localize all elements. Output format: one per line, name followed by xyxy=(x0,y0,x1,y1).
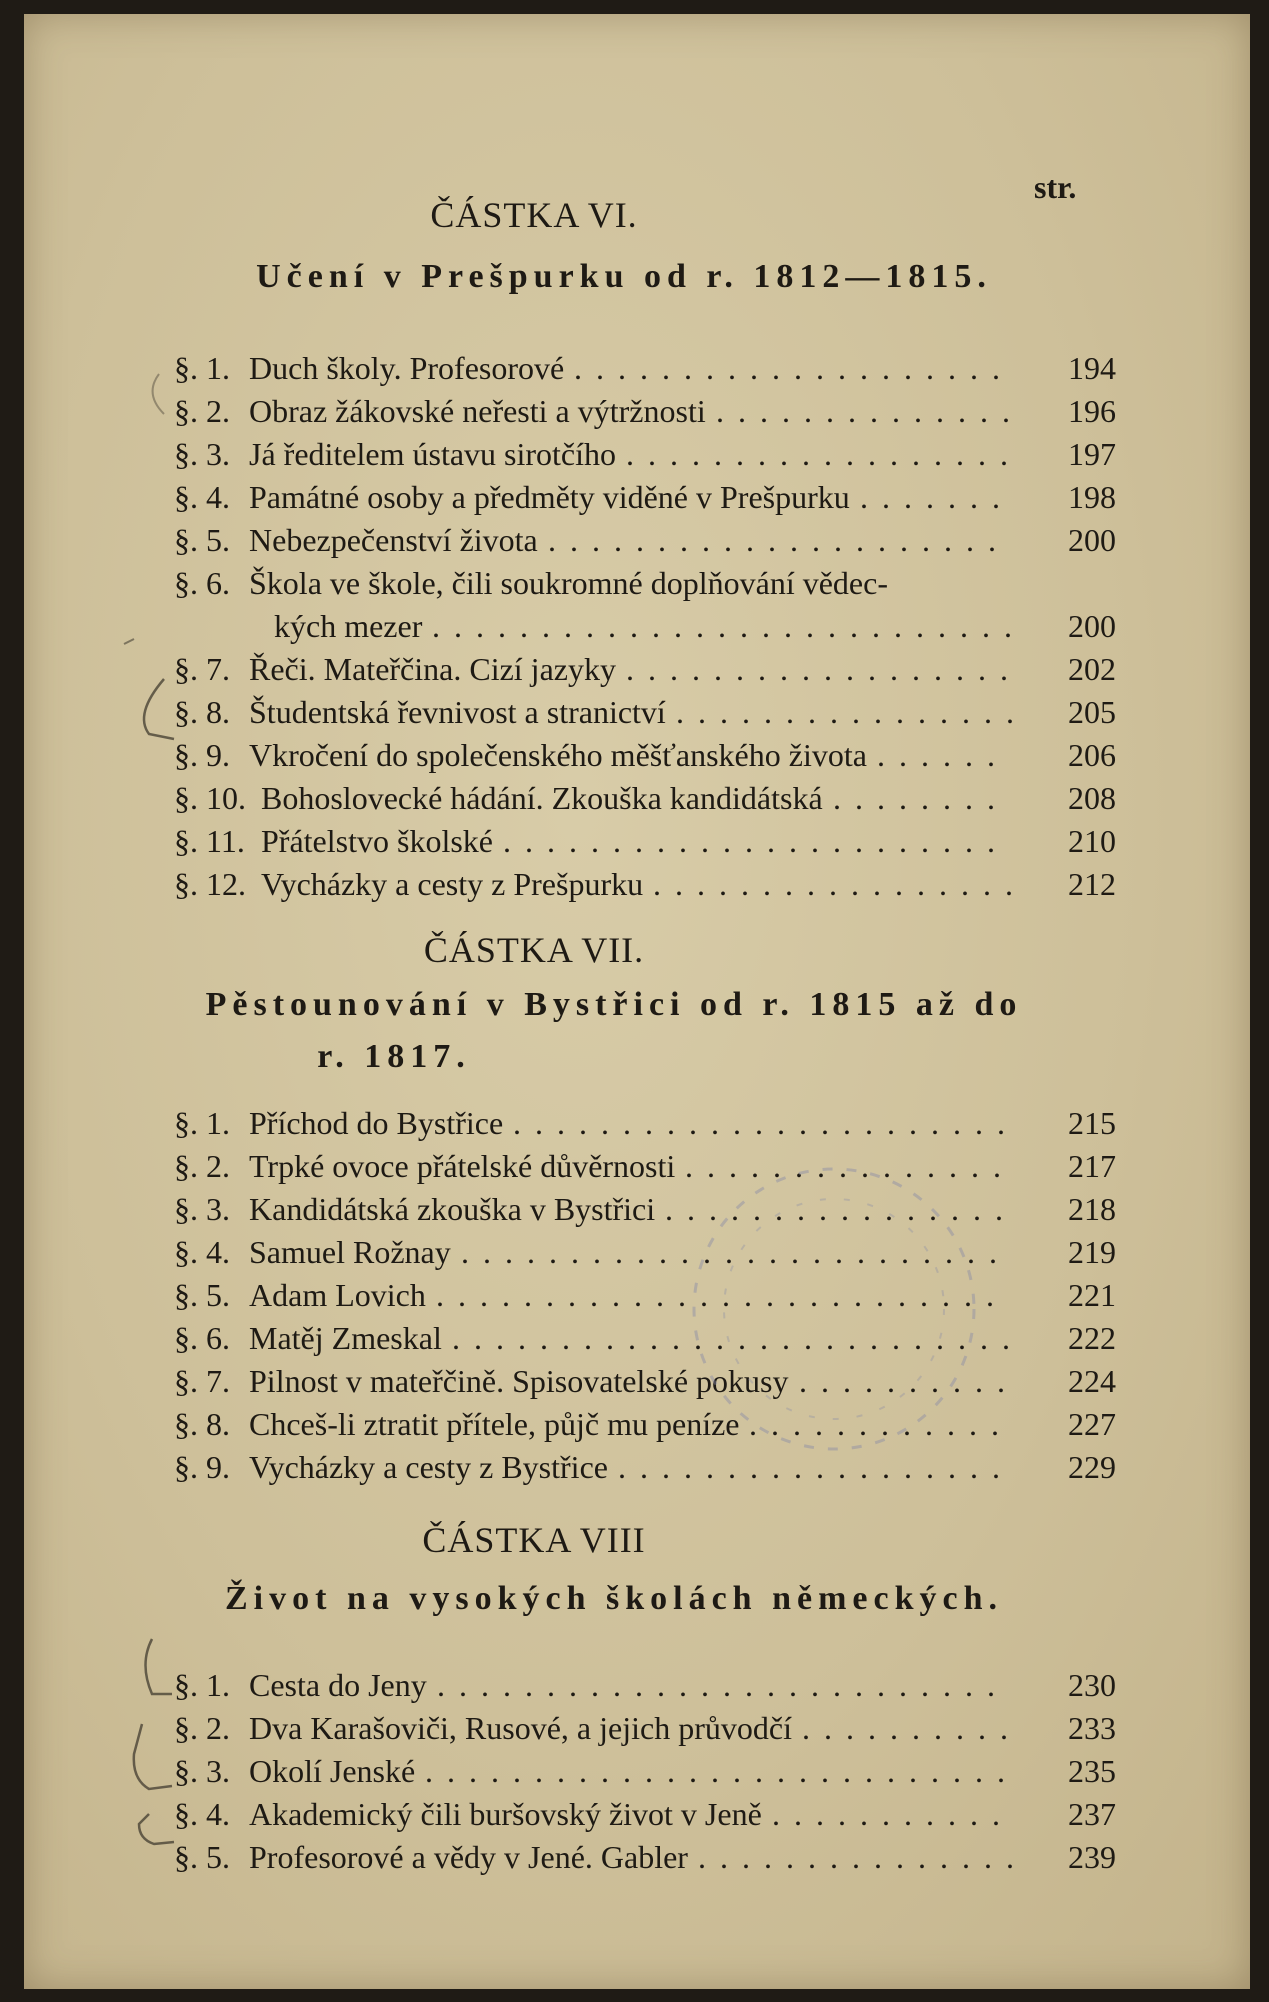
toc-page-number: 200 xyxy=(1068,522,1116,558)
toc-leader-dots: ........ xyxy=(833,780,1009,816)
toc-section-number: §. 12. xyxy=(174,866,246,902)
toc-section-number: §. 1. xyxy=(174,1105,230,1141)
toc-page-number: 221 xyxy=(1068,1277,1116,1313)
toc-section-number: §. 11. xyxy=(174,823,245,859)
toc-page-number: 200 xyxy=(1068,608,1116,644)
toc-entry-title: Bohoslovecké hádání. Zkouška kandidátská xyxy=(261,780,823,816)
toc-entry-title: Řeči. Mateřčina. Cizí jazyky xyxy=(249,651,616,687)
toc-row xyxy=(24,1231,1250,1273)
toc-leader-dots: .................. xyxy=(626,436,1022,472)
toc-section-number: §. 7. xyxy=(174,651,230,687)
toc-page-number: 205 xyxy=(1068,694,1116,730)
toc-page-number: 208 xyxy=(1068,780,1116,816)
toc-entry-title: Vycházky a cesty z Bystřice xyxy=(249,1449,608,1485)
toc-leader-dots: ....... xyxy=(860,479,1014,515)
toc-section-number: §. 8. xyxy=(174,1406,230,1442)
toc-entry-title: Akademický čili buršovský život v Jeně xyxy=(249,1796,762,1832)
book-page xyxy=(24,14,1250,1989)
toc-entry-title: Příchod do Bystřice xyxy=(249,1105,504,1141)
toc-section-number: §. 9. xyxy=(174,737,230,773)
toc-leader-dots: ...... xyxy=(877,737,1009,773)
toc-leader-dots: .......... xyxy=(799,1363,1019,1399)
toc-entry-title: Památné osoby a předměty viděné v Prešpurku xyxy=(249,479,850,515)
toc-leader-dots: .............. xyxy=(716,393,1024,429)
toc-row xyxy=(24,1446,1250,1488)
toc-section-number: §. 3. xyxy=(174,1191,230,1227)
toc-row xyxy=(24,1664,1250,1706)
section-subtitle-vii-line1: Pěstounování v Bystřici od r. 1815 až do xyxy=(205,986,1023,1023)
toc-page-number: 235 xyxy=(1068,1753,1116,1789)
section-subtitle-vii-line2: r. 1817. xyxy=(317,1038,471,1075)
toc-page-number: 212 xyxy=(1068,866,1116,902)
toc-section-number: §. 3. xyxy=(174,436,230,472)
toc-row xyxy=(24,1403,1250,1445)
toc-row xyxy=(24,519,1250,561)
section-heading-vii: ČÁSTKA VII. xyxy=(423,930,645,970)
toc-section-number: §. 7. xyxy=(174,1363,230,1399)
toc-entry-title: Přátelstvo školské xyxy=(261,823,493,859)
toc-entry-title: Študentská řevnivost a stranictví xyxy=(249,694,666,730)
toc-row xyxy=(24,476,1250,518)
toc-entry-title: Nebezpečenství života xyxy=(249,522,538,558)
toc-row xyxy=(24,820,1250,862)
toc-entry-title: Vycházky a cesty z Prešpurku xyxy=(261,866,644,902)
toc-leader-dots: ................ xyxy=(665,1191,1017,1227)
section-heading-viii: ČÁSTKA VIII xyxy=(422,1520,646,1560)
toc-section-number: §. 5. xyxy=(174,1277,230,1313)
toc-row xyxy=(24,1102,1250,1144)
toc-section-number: §. 9. xyxy=(174,1449,230,1485)
toc-row xyxy=(24,1274,1250,1316)
toc-page-number: 229 xyxy=(1068,1449,1116,1485)
toc-row xyxy=(24,1188,1250,1230)
toc-row xyxy=(24,562,1250,604)
toc-leader-dots: ............... xyxy=(698,1839,1028,1875)
toc-section-number: §. 10. xyxy=(174,780,246,816)
toc-leader-dots: .......................... xyxy=(436,1277,1008,1313)
toc-section-number: §. 4. xyxy=(174,1796,230,1832)
toc-row xyxy=(24,691,1250,733)
toc-page-number: 194 xyxy=(1068,350,1116,386)
toc-row xyxy=(24,1793,1250,1835)
toc-row xyxy=(24,863,1250,905)
toc-page-number: 197 xyxy=(1068,436,1116,472)
toc-section-number: §. 2. xyxy=(174,1710,230,1746)
toc-entry-title: Obraz žákovské neřesti a výtržnosti xyxy=(249,393,706,429)
toc-section-number: §. 1. xyxy=(174,350,230,386)
toc-page-number: 227 xyxy=(1068,1406,1116,1442)
toc-section-number: §. 6. xyxy=(174,565,230,601)
toc-leader-dots: ........................... xyxy=(432,608,1026,644)
toc-row xyxy=(24,1145,1250,1187)
toc-section-number: §. 6. xyxy=(174,1320,230,1356)
toc-leader-dots: .................. xyxy=(618,1449,1014,1485)
toc-entry-title: Cesta do Jeny xyxy=(249,1667,427,1703)
toc-page-number: 222 xyxy=(1068,1320,1116,1356)
toc-leader-dots: .......................... xyxy=(452,1320,1024,1356)
toc-entry-title: Okolí Jenské xyxy=(249,1753,416,1789)
toc-row xyxy=(24,1360,1250,1402)
toc-entry-title: Chceš-li ztratit přítele, půjč mu peníze xyxy=(249,1406,740,1442)
toc-section-number: §. 8. xyxy=(174,694,230,730)
toc-entry-title: Dva Karašoviči, Rusové, a jejich průvodčí xyxy=(249,1710,792,1746)
toc-section-number: §. 5. xyxy=(174,1839,230,1875)
page-column-label: str. xyxy=(1034,169,1077,205)
toc-row xyxy=(24,734,1250,776)
toc-row xyxy=(24,648,1250,690)
toc-section-number: §. 2. xyxy=(174,393,230,429)
toc-page-number: 210 xyxy=(1068,823,1116,859)
toc-page-number: 233 xyxy=(1068,1710,1116,1746)
toc-entry-title: Profesorové a vědy v Jené. Gabler xyxy=(249,1839,688,1875)
toc-page-number: 217 xyxy=(1068,1148,1116,1184)
toc-row xyxy=(24,1317,1250,1359)
toc-section-number: §. 4. xyxy=(174,479,230,515)
toc-row xyxy=(24,1750,1250,1792)
toc-page-number: 224 xyxy=(1068,1363,1116,1399)
toc-row xyxy=(24,605,1250,647)
toc-leader-dots: ......................... xyxy=(461,1234,1011,1270)
toc-entry-title: Adam Lovich xyxy=(249,1277,426,1313)
toc-row xyxy=(24,347,1250,389)
toc-entry-title: Já ředitelem ústavu sirotčího xyxy=(249,436,617,472)
toc-leader-dots: .......... xyxy=(802,1710,1022,1746)
toc-page-number: 218 xyxy=(1068,1191,1116,1227)
toc-leader-dots: ........... xyxy=(772,1796,1014,1832)
toc-leader-dots: .......................... xyxy=(437,1667,1009,1703)
section-heading-vi: ČÁSTKA VI. xyxy=(430,195,638,235)
toc-section-number: §. 5. xyxy=(174,522,230,558)
toc-leader-dots: ................. xyxy=(653,866,1027,902)
toc-section-number: §. 4. xyxy=(174,1234,230,1270)
toc-leader-dots: ..................... xyxy=(548,522,1010,558)
toc-row xyxy=(24,433,1250,475)
toc-page-number: 198 xyxy=(1068,479,1116,515)
toc-entry-title: Škola ve škole, čili soukromné doplňování vědec- xyxy=(249,565,888,601)
toc-entry-title: Pilnost v mateřčině. Spisovatelské pokusy xyxy=(249,1363,789,1399)
toc-row xyxy=(24,390,1250,432)
toc-page-number: 196 xyxy=(1068,393,1116,429)
toc-section-number: §. 1. xyxy=(174,1667,230,1703)
toc-row xyxy=(24,1836,1250,1878)
toc-entry-title: Trpké ovoce přátelské důvěrnosti xyxy=(249,1148,676,1184)
toc-page-number: 206 xyxy=(1068,737,1116,773)
toc-page-number: 202 xyxy=(1068,651,1116,687)
toc-leader-dots: ....................... xyxy=(503,823,1009,859)
toc-leader-dots: ....................... xyxy=(513,1105,1019,1141)
toc-entry-title: Duch školy. Profesorové xyxy=(249,350,565,386)
toc-page-number: 230 xyxy=(1068,1667,1116,1703)
toc-page-number: 237 xyxy=(1068,1796,1116,1832)
toc-section-number: §. 3. xyxy=(174,1753,230,1789)
toc-leader-dots: ........................... xyxy=(425,1753,1019,1789)
toc-entry-title: kých mezer xyxy=(274,608,423,644)
toc-row xyxy=(24,1707,1250,1749)
toc-section-number: §. 2. xyxy=(174,1148,230,1184)
toc-leader-dots: .................. xyxy=(626,651,1022,687)
toc-entry-title: Kandidátská zkouška v Bystřici xyxy=(249,1191,656,1227)
section-subtitle-viii: Život na vysokých školách německých. xyxy=(225,1580,1003,1617)
toc-leader-dots: .................... xyxy=(574,350,1014,386)
toc-page-number: 219 xyxy=(1068,1234,1116,1270)
toc-row xyxy=(24,777,1250,819)
section-subtitle-vi: Učení v Prešpurku od r. 1812—1815. xyxy=(256,258,992,295)
toc-leader-dots: ............... xyxy=(685,1148,1015,1184)
toc-entry-title: Matěj Zmeskal xyxy=(249,1320,442,1356)
toc-leader-dots: ............ xyxy=(749,1406,1013,1442)
toc-leader-dots: ................ xyxy=(676,694,1028,730)
toc-entry-title: Vkročení do společenského měšťanského života xyxy=(249,737,867,773)
toc-page-number: 239 xyxy=(1068,1839,1116,1875)
toc-page-number: 215 xyxy=(1068,1105,1116,1141)
toc-entry-title: Samuel Rožnay xyxy=(249,1234,451,1270)
